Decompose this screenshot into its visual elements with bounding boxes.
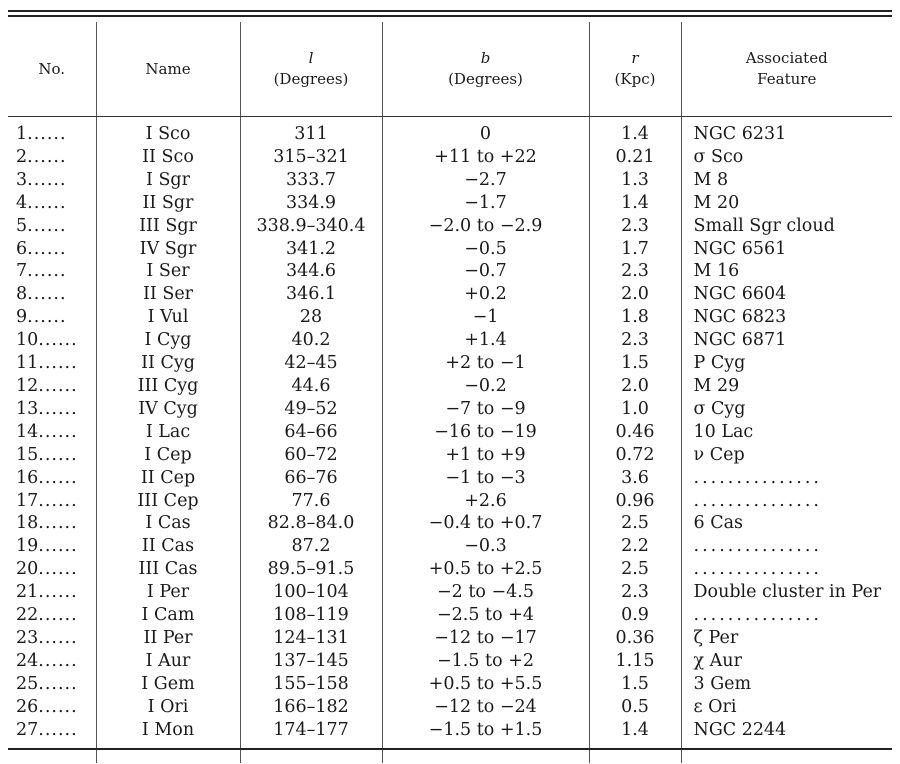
association-name: I Cyg: [96, 329, 240, 352]
association-name: I Per: [96, 581, 240, 604]
association-name: III Cep: [96, 490, 240, 513]
associated-feature: ...............: [681, 558, 892, 581]
row-leader-dots: ......: [27, 169, 67, 190]
table-row: [8, 467, 892, 490]
distance-value: 1.7: [589, 238, 681, 261]
row-number-text: 7: [16, 261, 28, 282]
distance-value: 2.2: [589, 535, 681, 558]
row-leader-dots: ......: [27, 192, 67, 213]
top-rule: [8, 10, 892, 12]
longitude-value: 155–158: [240, 673, 382, 696]
row-leader-dots: ......: [38, 536, 78, 557]
distance-value: 3.6: [589, 467, 681, 490]
row-number: [8, 467, 96, 490]
row-leader-dots: ......: [38, 673, 78, 694]
distance-value: 1.5: [589, 673, 681, 696]
longitude-value: 174–177: [240, 719, 382, 764]
latitude-value: −2.0 to −2.9: [382, 215, 589, 238]
table-row: [8, 535, 892, 558]
associated-feature: ...............: [681, 535, 892, 558]
latitude-value: −1 to −3: [382, 467, 589, 490]
associations-table: [8, 22, 892, 763]
table-row: [8, 558, 892, 581]
table-row: [8, 719, 892, 764]
row-leader-dots: ......: [38, 353, 78, 374]
longitude-value: 341.2: [240, 238, 382, 261]
associated-feature: ...............: [681, 490, 892, 513]
associated-feature: M 8: [681, 169, 892, 192]
header-feature-line2: Feature: [757, 70, 817, 88]
row-leader-dots: ......: [27, 284, 67, 305]
association-name: I Cam: [96, 604, 240, 627]
row-leader-dots: ......: [27, 215, 67, 236]
table-row: [8, 696, 892, 719]
latitude-value: +0.2: [382, 283, 589, 306]
distance-value: 0.5: [589, 696, 681, 719]
association-name: I Aur: [96, 650, 240, 673]
associated-feature: ...............: [681, 604, 892, 627]
row-number-text: 15: [16, 444, 39, 465]
row-number-text: 12: [16, 375, 39, 396]
association-name: I Sgr: [96, 169, 240, 192]
distance-value: 2.5: [589, 512, 681, 535]
latitude-value: −1: [382, 306, 589, 329]
distance-value: 0.72: [589, 444, 681, 467]
row-leader-dots: ......: [38, 513, 78, 534]
distance-value: 1.8: [589, 306, 681, 329]
row-leader-dots: ......: [38, 719, 78, 740]
table-row: [8, 169, 892, 192]
row-number: [8, 696, 96, 719]
distance-value: 2.0: [589, 375, 681, 398]
association-name: II Sco: [96, 146, 240, 169]
association-name: IV Cyg: [96, 398, 240, 421]
row-number: [8, 558, 96, 581]
table-row: [8, 306, 892, 329]
row-number-text: 9: [16, 307, 28, 328]
row-leader-dots: ......: [38, 398, 78, 419]
row-number-text: 23: [16, 627, 39, 648]
row-number-text: 19: [16, 536, 39, 557]
association-name: II Cyg: [96, 352, 240, 375]
table-row: [8, 146, 892, 169]
row-leader-dots: ......: [27, 261, 67, 282]
row-number-text: 10: [16, 330, 39, 351]
latitude-value: +2 to −1: [382, 352, 589, 375]
row-leader-dots: ......: [27, 238, 67, 259]
row-leader-dots: ......: [38, 559, 78, 580]
associated-feature: ε Ori: [681, 696, 892, 719]
row-number: [8, 192, 96, 215]
table-row: [8, 673, 892, 696]
table-row: [8, 283, 892, 306]
distance-value: 0.21: [589, 146, 681, 169]
latitude-value: −0.5: [382, 238, 589, 261]
latitude-value: +0.5 to +2.5: [382, 558, 589, 581]
distance-value: 1.5: [589, 352, 681, 375]
header-feature: [681, 22, 892, 117]
longitude-value: 166–182: [240, 696, 382, 719]
latitude-value: −7 to −9: [382, 398, 589, 421]
row-number-text: 21: [16, 582, 39, 603]
association-name: II Cas: [96, 535, 240, 558]
row-number: [8, 512, 96, 535]
header-b: [382, 22, 589, 117]
association-name: I Gem: [96, 673, 240, 696]
row-leader-dots: ......: [38, 627, 78, 648]
latitude-value: −0.3: [382, 535, 589, 558]
longitude-value: 338.9–340.4: [240, 215, 382, 238]
associated-feature: M 29: [681, 375, 892, 398]
distance-value: 0.46: [589, 421, 681, 444]
association-name: I Cep: [96, 444, 240, 467]
longitude-value: 311: [240, 117, 382, 146]
row-number-text: 1: [16, 124, 28, 144]
associated-feature: 3 Gem: [681, 673, 892, 696]
latitude-value: +0.5 to +5.5: [382, 673, 589, 696]
distance-value: 1.4: [589, 117, 681, 146]
table-row: [8, 352, 892, 375]
row-number-text: 22: [16, 605, 39, 626]
latitude-value: −1.5 to +1.5: [382, 719, 589, 764]
association-name: I Lac: [96, 421, 240, 444]
table-row: [8, 581, 892, 604]
table-row: [8, 444, 892, 467]
row-number: [8, 375, 96, 398]
row-number-text: 17: [16, 490, 39, 511]
associated-feature: ...............: [681, 467, 892, 490]
row-number: [8, 169, 96, 192]
distance-value: 1.15: [589, 650, 681, 673]
associated-feature: 10 Lac: [681, 421, 892, 444]
row-number: [8, 398, 96, 421]
association-name: I Mon: [96, 719, 240, 764]
top-rule-inner: [8, 15, 892, 17]
row-number: [8, 146, 96, 169]
header-name: Name: [96, 22, 240, 117]
longitude-value: 42–45: [240, 352, 382, 375]
latitude-value: −0.7: [382, 260, 589, 283]
distance-value: 0.96: [589, 490, 681, 513]
row-number: [8, 117, 96, 146]
row-number-text: 18: [16, 513, 39, 534]
latitude-value: −1.7: [382, 192, 589, 215]
longitude-value: 100–104: [240, 581, 382, 604]
header-l-unit: (Degrees): [273, 70, 349, 88]
row-leader-dots: ......: [38, 696, 78, 717]
row-number: [8, 650, 96, 673]
header-r-unit: (Kpc): [614, 70, 656, 88]
association-name: I Vul: [96, 306, 240, 329]
row-number-text: 20: [16, 559, 39, 580]
table-row: [8, 512, 892, 535]
row-number-text: 24: [16, 650, 39, 671]
association-name: III Sgr: [96, 215, 240, 238]
longitude-value: 28: [240, 306, 382, 329]
latitude-value: 0: [382, 117, 589, 146]
longitude-value: 344.6: [240, 260, 382, 283]
row-number: [8, 535, 96, 558]
associated-feature: ζ Per: [681, 627, 892, 650]
distance-value: 2.0: [589, 283, 681, 306]
longitude-value: 334.9: [240, 192, 382, 215]
row-leader-dots: ......: [38, 467, 78, 488]
row-number: [8, 238, 96, 261]
row-leader-dots: ......: [38, 444, 78, 465]
row-number: [8, 490, 96, 513]
table-row: [8, 215, 892, 238]
associated-feature: M 16: [681, 260, 892, 283]
latitude-value: +1 to +9: [382, 444, 589, 467]
row-number-text: 14: [16, 421, 39, 442]
row-number: [8, 260, 96, 283]
table-row: [8, 627, 892, 650]
associated-feature: NGC 6871: [681, 329, 892, 352]
distance-value: 1.3: [589, 169, 681, 192]
longitude-value: 60–72: [240, 444, 382, 467]
row-leader-dots: ......: [27, 124, 67, 144]
longitude-value: 66–76: [240, 467, 382, 490]
table-row: [8, 192, 892, 215]
longitude-value: 77.6: [240, 490, 382, 513]
distance-value: 1.0: [589, 398, 681, 421]
longitude-value: 315–321: [240, 146, 382, 169]
header-r-symbol: r: [631, 49, 639, 67]
longitude-value: 137–145: [240, 650, 382, 673]
row-number-text: 13: [16, 398, 39, 419]
association-name: III Cas: [96, 558, 240, 581]
table-row: [8, 260, 892, 283]
association-name: I Ser: [96, 260, 240, 283]
row-number: [8, 329, 96, 352]
associated-feature: Double cluster in Per: [681, 581, 892, 604]
table-header: [8, 22, 892, 117]
row-leader-dots: ......: [38, 582, 78, 603]
distance-value: 2.3: [589, 215, 681, 238]
table-row: [8, 375, 892, 398]
row-number-text: 11: [16, 353, 39, 374]
longitude-value: 64–66: [240, 421, 382, 444]
associated-feature: χ Aur: [681, 650, 892, 673]
row-number-text: 27: [16, 719, 39, 740]
bottom-rule: [8, 748, 892, 750]
latitude-value: −2.7: [382, 169, 589, 192]
distance-value: 2.3: [589, 329, 681, 352]
header-l-symbol: l: [308, 49, 314, 67]
associated-feature: 6 Cas: [681, 512, 892, 535]
header-l: [240, 22, 382, 117]
association-name: III Cyg: [96, 375, 240, 398]
row-leader-dots: ......: [38, 421, 78, 442]
row-number: [8, 444, 96, 467]
row-leader-dots: ......: [38, 330, 78, 351]
table-row: [8, 329, 892, 352]
longitude-value: 108–119: [240, 604, 382, 627]
associated-feature: NGC 6823: [681, 306, 892, 329]
association-name: II Cep: [96, 467, 240, 490]
associated-feature: σ Cyg: [681, 398, 892, 421]
associated-feature: σ Sco: [681, 146, 892, 169]
row-leader-dots: ......: [38, 605, 78, 626]
table-row: [8, 604, 892, 627]
row-leader-dots: ......: [27, 307, 67, 328]
row-number: [8, 306, 96, 329]
row-number: [8, 627, 96, 650]
header-b-unit: (Degrees): [448, 70, 523, 88]
association-name: I Cas: [96, 512, 240, 535]
row-leader-dots: ......: [38, 650, 78, 671]
associated-feature: M 20: [681, 192, 892, 215]
associated-feature: NGC 2244: [681, 719, 892, 764]
latitude-value: −0.4 to +0.7: [382, 512, 589, 535]
table-row: [8, 117, 892, 146]
longitude-value: 346.1: [240, 283, 382, 306]
distance-value: 1.4: [589, 719, 681, 764]
table-row: [8, 238, 892, 261]
latitude-value: −2 to −4.5: [382, 581, 589, 604]
longitude-value: 89.5–91.5: [240, 558, 382, 581]
latitude-value: −12 to −17: [382, 627, 589, 650]
row-number-text: 26: [16, 696, 39, 717]
association-name: II Sgr: [96, 192, 240, 215]
row-number-text: 25: [16, 673, 39, 694]
header-b-symbol: b: [480, 49, 491, 67]
table-row: [8, 650, 892, 673]
associated-feature: NGC 6604: [681, 283, 892, 306]
latitude-value: −0.2: [382, 375, 589, 398]
row-number: [8, 283, 96, 306]
header-no: No.: [8, 22, 96, 117]
row-number: [8, 581, 96, 604]
row-number-text: 5: [16, 215, 28, 236]
latitude-value: +11 to +22: [382, 146, 589, 169]
associated-feature: NGC 6231: [681, 117, 892, 146]
longitude-value: 40.2: [240, 329, 382, 352]
latitude-value: −16 to −19: [382, 421, 589, 444]
row-number: [8, 352, 96, 375]
row-number-text: 2: [16, 146, 28, 167]
distance-value: 1.4: [589, 192, 681, 215]
table-row: [8, 398, 892, 421]
row-number-text: 8: [16, 284, 28, 305]
row-number-text: 4: [16, 192, 28, 213]
association-name: II Ser: [96, 283, 240, 306]
table-row: [8, 421, 892, 444]
row-leader-dots: ......: [38, 375, 78, 396]
row-number: [8, 604, 96, 627]
distance-value: 0.36: [589, 627, 681, 650]
associated-feature: NGC 6561: [681, 238, 892, 261]
latitude-value: −1.5 to +2: [382, 650, 589, 673]
row-number-text: 3: [16, 169, 28, 190]
latitude-value: −2.5 to +4: [382, 604, 589, 627]
associated-feature: Small Sgr cloud: [681, 215, 892, 238]
longitude-value: 49–52: [240, 398, 382, 421]
latitude-value: +2.6: [382, 490, 589, 513]
latitude-value: −12 to −24: [382, 696, 589, 719]
association-name: IV Sgr: [96, 238, 240, 261]
table-row: [8, 490, 892, 513]
associated-feature: P Cyg: [681, 352, 892, 375]
table-body: [8, 117, 892, 764]
distance-value: 2.3: [589, 581, 681, 604]
row-number: [8, 719, 96, 764]
header-r: [589, 22, 681, 117]
longitude-value: 82.8–84.0: [240, 512, 382, 535]
row-leader-dots: ......: [38, 490, 78, 511]
longitude-value: 87.2: [240, 535, 382, 558]
association-name: I Sco: [96, 117, 240, 146]
association-name: II Per: [96, 627, 240, 650]
header-feature-line1: Associated: [745, 49, 828, 67]
associated-feature: ν Cep: [681, 444, 892, 467]
distance-value: 2.3: [589, 260, 681, 283]
distance-value: 2.5: [589, 558, 681, 581]
row-leader-dots: ......: [27, 146, 67, 167]
row-number-text: 16: [16, 467, 39, 488]
row-number: [8, 673, 96, 696]
row-number: [8, 421, 96, 444]
longitude-value: 44.6: [240, 375, 382, 398]
row-number: [8, 215, 96, 238]
longitude-value: 124–131: [240, 627, 382, 650]
association-name: I Ori: [96, 696, 240, 719]
longitude-value: 333.7: [240, 169, 382, 192]
distance-value: 0.9: [589, 604, 681, 627]
latitude-value: +1.4: [382, 329, 589, 352]
row-number-text: 6: [16, 238, 28, 259]
